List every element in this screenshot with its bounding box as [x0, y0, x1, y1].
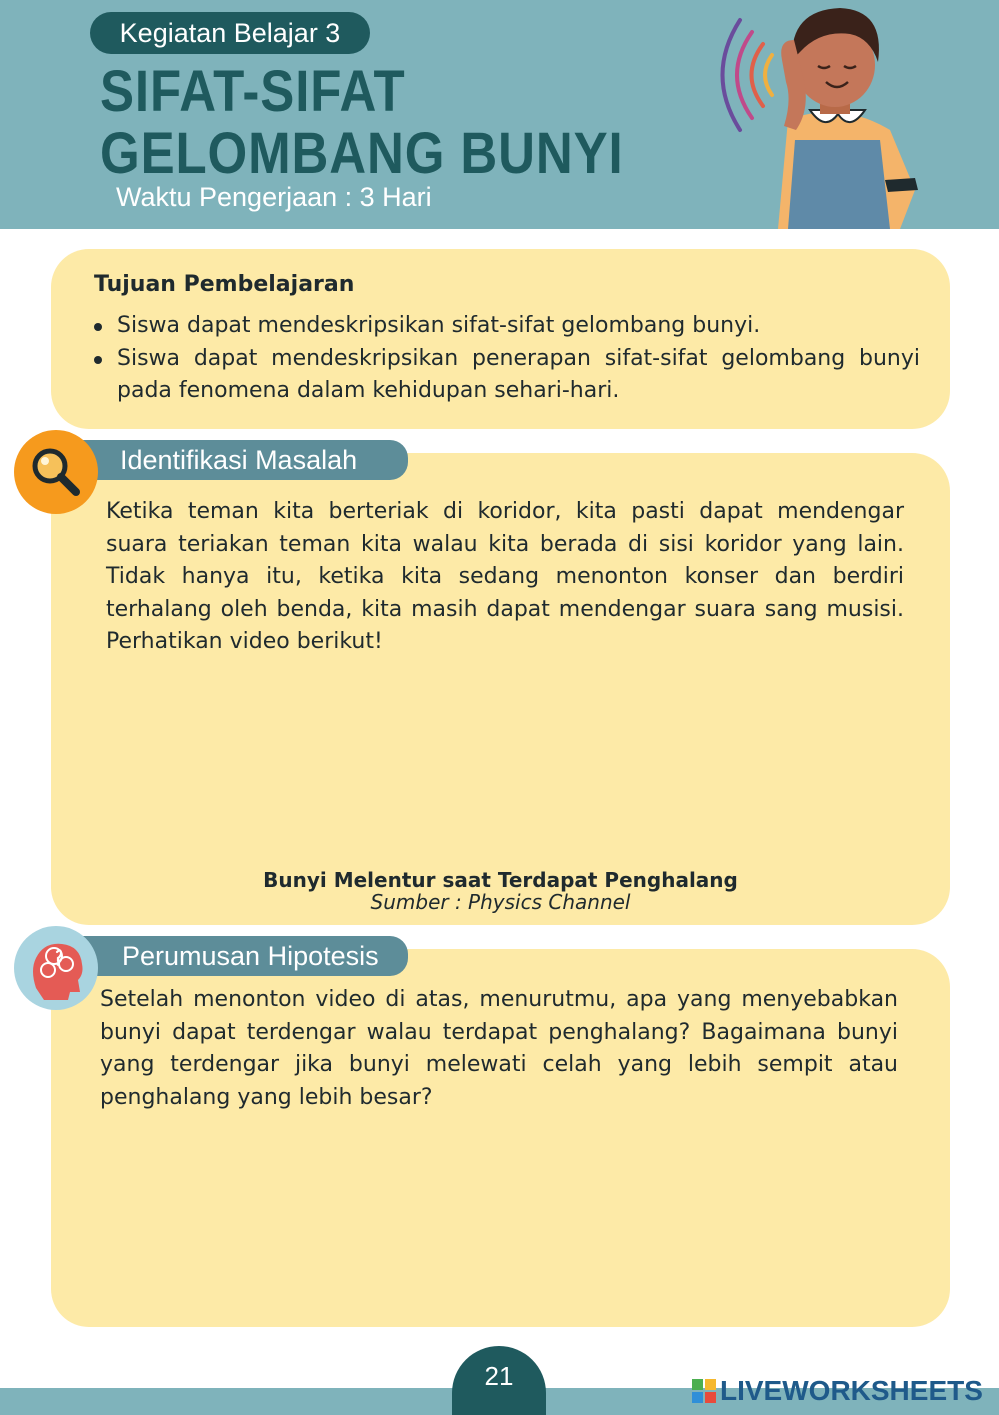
- problem-identification-heading: Identifikasi Masalah: [60, 440, 408, 480]
- thinking-head-icon: [14, 926, 98, 1010]
- video-caption: Bunyi Melentur saat Terdapat Penghalang: [263, 868, 738, 892]
- hypothesis-prompt: Setelah menonton video di atas, menurutmu, apa yang menyebabkan bunyi dapat terdengar walau terdapat penghalang? Bagaimana bunyi yang terdengar jika bunyi melewati celah yang lebih sempit atau penghalang yang lebih besar?: [100, 987, 898, 1110]
- video-source: Sumber : Physics Channel: [370, 890, 631, 914]
- activity-label: Kegiatan Belajar 3: [90, 12, 370, 54]
- problem-description: Ketika teman kita berteriak di koridor, kita pasti dapat mendengar suara teriakan teman kita walau kita berada di sisi koridor yang lain. Tidak hanya itu, ketika kita sedang menonton konser dan berdiri terhalang oleh benda, kita masih dapat mendengar suara sang musisi. Perhatikan video berikut!: [106, 499, 904, 654]
- liveworksheets-mark-icon: [692, 1379, 716, 1403]
- magnifier-icon: [14, 430, 98, 514]
- listening-child-illustration: [700, 0, 930, 229]
- learning-goals-list: [94, 310, 920, 408]
- page-title-line1: SIFAT-SIFAT: [100, 59, 406, 124]
- page-number: 21: [484, 1361, 514, 1391]
- list-item: Siswa dapat mendeskripsikan sifat-sifat gelombang bunyi.: [94, 310, 920, 342]
- learning-goals-heading: Tujuan Pembelajaran: [94, 272, 355, 297]
- list-item: Siswa dapat mendeskripsikan penerapan sifat-sifat gelombang bunyi pada fenomena dalam kehidupan sehari-hari.: [94, 343, 920, 407]
- page-title-line2: GELOMBANG BUNYI: [100, 121, 624, 186]
- liveworksheets-brand: LIVEWORKSHEETS: [720, 1375, 983, 1406]
- liveworksheets-logo[interactable]: [692, 1376, 983, 1406]
- duration-text: Waktu Pengerjaan : 3 Hari: [116, 182, 432, 212]
- hypothesis-heading: Perumusan Hipotesis: [60, 936, 408, 976]
